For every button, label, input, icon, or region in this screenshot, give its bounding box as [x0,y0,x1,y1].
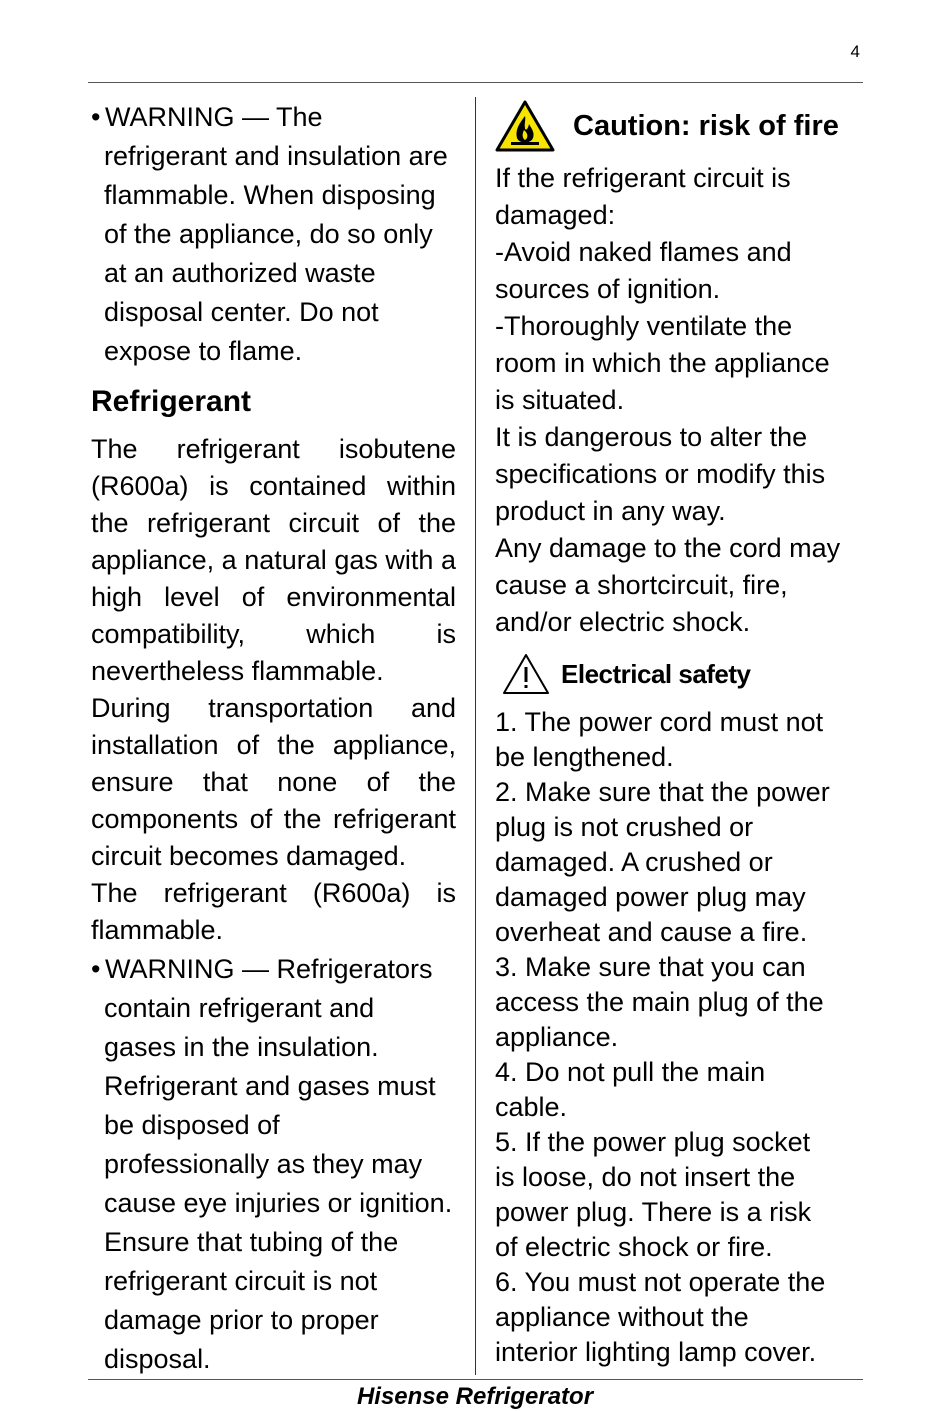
electrical-line: 6. You must not operate the [495,1267,826,1297]
electrical-safety-list [495,705,860,1370]
electrical-line: appliance. [495,1022,619,1052]
warning-disposal-line: disposal. [104,1344,211,1374]
footer-rule [88,1379,863,1380]
warning-disposal-line: be disposed of [104,1110,280,1140]
warning-disposal-line: contain refrigerant and [104,993,375,1023]
caution-line: If the refrigerant circuit is [495,163,791,193]
right-column [495,98,860,1370]
caution-header [495,98,860,154]
electrical-line: damaged. A crushed or [495,847,773,877]
warning-flammable-line: WARNING — The [105,102,323,132]
warning-flammable-line: expose to flame. [104,336,303,366]
electrical-line: overheat and cause a fire. [495,917,808,947]
electrical-line: 4. Do not pull the main [495,1057,766,1087]
electrical-line: is loose, do not insert the [495,1162,796,1192]
caution-line: It is dangerous to alter the [495,422,808,452]
warning-flammable-line: flammable. When disposing [104,180,436,210]
left-column [91,98,456,1379]
transport-paragraph: During transportation and installation of the appliance, ensure that none of the components of the refrigerant circuit becomes damaged. [91,693,456,871]
electrical-line: appliance without the [495,1302,749,1332]
warning-disposal-line: cause eye injuries or ignition. [104,1188,453,1218]
caution-line: product in any way. [495,496,726,526]
warning-disposal-line: WARNING — Refrigerators [105,954,433,984]
caution-line: sources of ignition. [495,274,721,304]
refrigerant-paragraph: The refrigerant isobutene (R600a) is contained within the refrigerant circuit of the appliance, a natural gas with a high level of environmental compatibility, which is nevertheless flammable. [91,434,456,686]
electrical-line: power plug. There is a risk [495,1197,812,1227]
electrical-line: 3. Make sure that you can [495,952,806,982]
caution-text [495,160,860,641]
caution-line: -Avoid naked flames and [495,237,792,267]
warning-disposal-line: refrigerant circuit is not [104,1266,378,1296]
column-divider [475,97,476,1375]
caution-line: Any damage to the cord may [495,533,841,563]
caution-line: -Thoroughly ventilate the [495,311,793,341]
caution-line: damaged: [495,200,616,230]
caution-line: is situated. [495,385,625,415]
electrical-line: access the main plug of the [495,987,824,1017]
caution-line: cause a shortcircuit, fire, [495,570,788,600]
electrical-line: 2. Make sure that the power [495,777,830,807]
electrical-line: cable. [495,1092,568,1122]
footer-brand: Hisense Refrigerator [356,1383,594,1410]
warning-disposal-line: Ensure that tubing of the [104,1227,399,1257]
flammable-paragraph: The refrigerant (R600a) is flammable. [91,878,456,945]
electrical-line: be lengthened. [495,742,674,772]
warning-disposal-line: damage prior to proper [104,1305,379,1335]
warning-disposal-line: professionally as they may [104,1149,423,1179]
fire-warning-icon [495,100,555,152]
warning-flammable [91,98,456,371]
electrical-safety-header [501,645,860,703]
warning-flammable-line: at an authorized waste [104,258,376,288]
electrical-safety-title: Electrical safety [561,658,751,689]
warning-disposal [91,950,456,1379]
caution-triangle-icon [501,652,551,696]
warning-flammable-line: refrigerant and insulation are [104,141,448,171]
caution-line: room in which the appliance [495,348,830,378]
bullet: • [91,102,101,132]
caution-line: specifications or modify this [495,459,826,489]
header-rule [88,82,863,83]
electrical-line: interior lighting lamp cover. [495,1337,817,1367]
page-number: 4 [850,42,860,61]
electrical-line: damaged power plug may [495,882,806,912]
caution-title: Caution: risk of fire [573,109,839,142]
warning-flammable-line: disposal center. Do not [104,297,379,327]
electrical-line: 1. The power cord must not [495,707,824,737]
bullet: • [91,954,101,984]
warning-disposal-line: gases in the insulation. [104,1032,379,1062]
section-heading-refrigerant: Refrigerant [91,385,252,418]
warning-disposal-line: Refrigerant and gases must [104,1071,436,1101]
electrical-line: of electric shock or fire. [495,1232,773,1262]
electrical-line: plug is not crushed or [495,812,754,842]
warning-flammable-line: of the appliance, do so only [104,219,433,249]
caution-line: and/or electric shock. [495,607,751,637]
electrical-line: 5. If the power plug socket [495,1127,811,1157]
